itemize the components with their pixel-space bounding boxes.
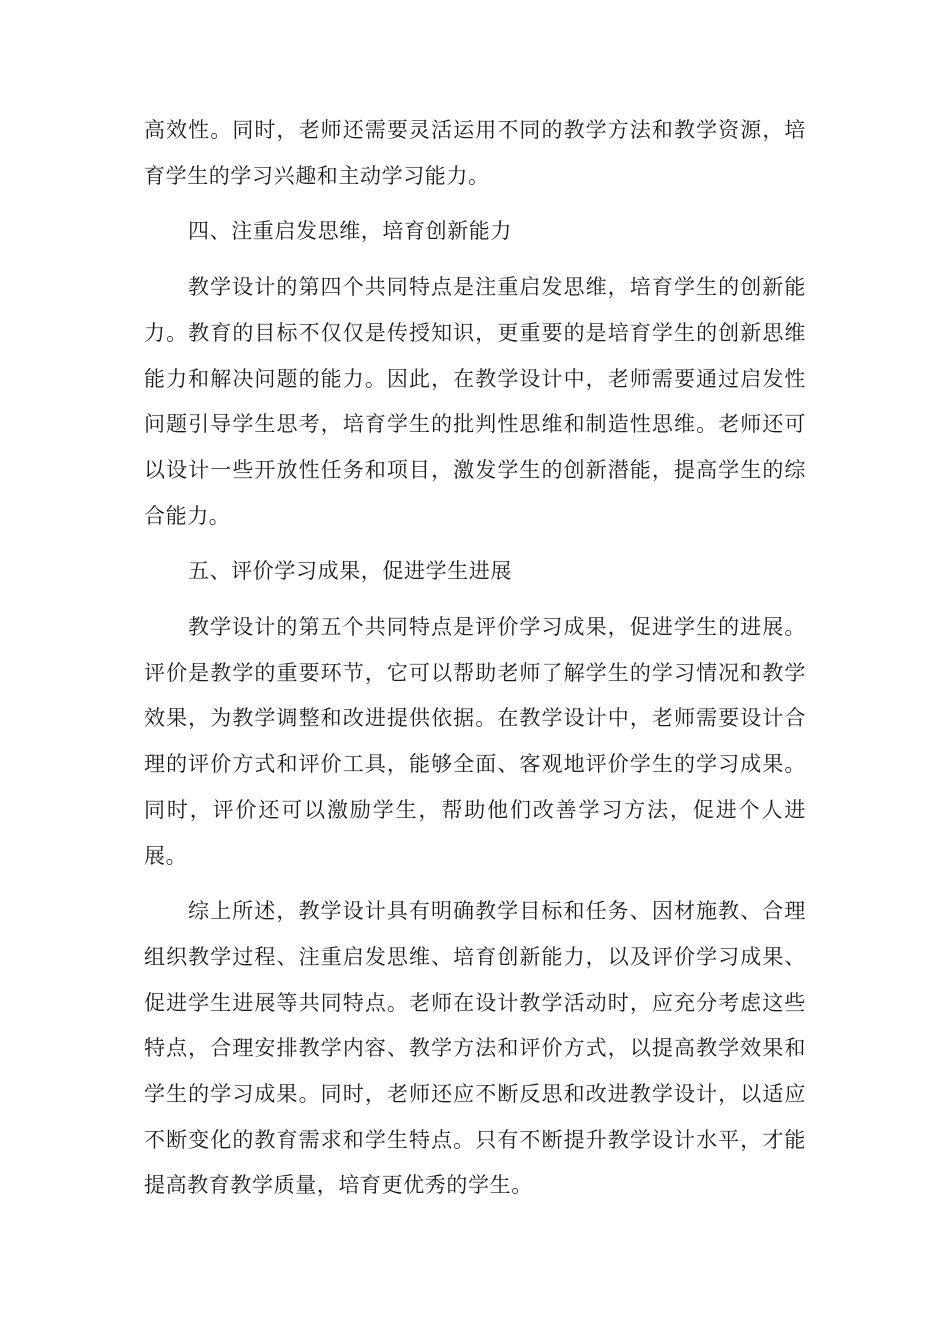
paragraph-continuation: 高效性。同时，老师还需要灵活运用不同的教学方法和教学资源，培育学生的学习兴趣和主动学习能力。 (144, 118, 806, 188)
paragraph-section-4: 教学设计的第四个共同特点是注重启发思维，培育学生的创新能力。教育的目标不仅仅是传授知识，更重要的是培育学生的创新思维能力和解决问题的能力。因此，在教学设计中，老师需要通过启发性问题引导学生思考，培育学生的批判性思维和制造性思维。老师还可以设计一些开放性任务和项目，激发学生的创新潜能，提高学生的综合能力。 (144, 275, 806, 528)
section-heading-5: 五、评价学习成果，促进学生进展 (188, 559, 512, 584)
paragraph-conclusion: 综上所述，教学设计具有明确教学目标和任务、因材施教、合理组织教学过程、注重启发思维、培育创新能力，以及评价学习成果、促进学生进展等共同特点。老师在设计教学活动时，应充分考虑这些特点，合理安排教学内容、教学方法和评价方式，以提高教学效果和学生的学习成果。同时，老师还应不断反思和改进教学设计，以适应不断变化的教育需求和学生特点。只有不断提升教学设计水平，才能提高教育教学质量，培育更优秀的学生。 (144, 899, 806, 1198)
paragraph-section-5: 教学设计的第五个共同特点是评价学习成果，促进学生的进展。评价是教学的重要环节，它可以帮助老师了解学生的学习情况和教学效果，为教学调整和改进提供依据。在教学设计中，老师需要设计合理的评价方式和评价工具，能够全面、客观地评价学生的学习成果。同时，评价还可以激励学生，帮助他们改善学习方法，促进个人进展。 (144, 615, 806, 868)
section-heading-4: 四、注重启发思维，培育创新能力 (188, 219, 512, 244)
document-body (144, 108, 806, 1211)
